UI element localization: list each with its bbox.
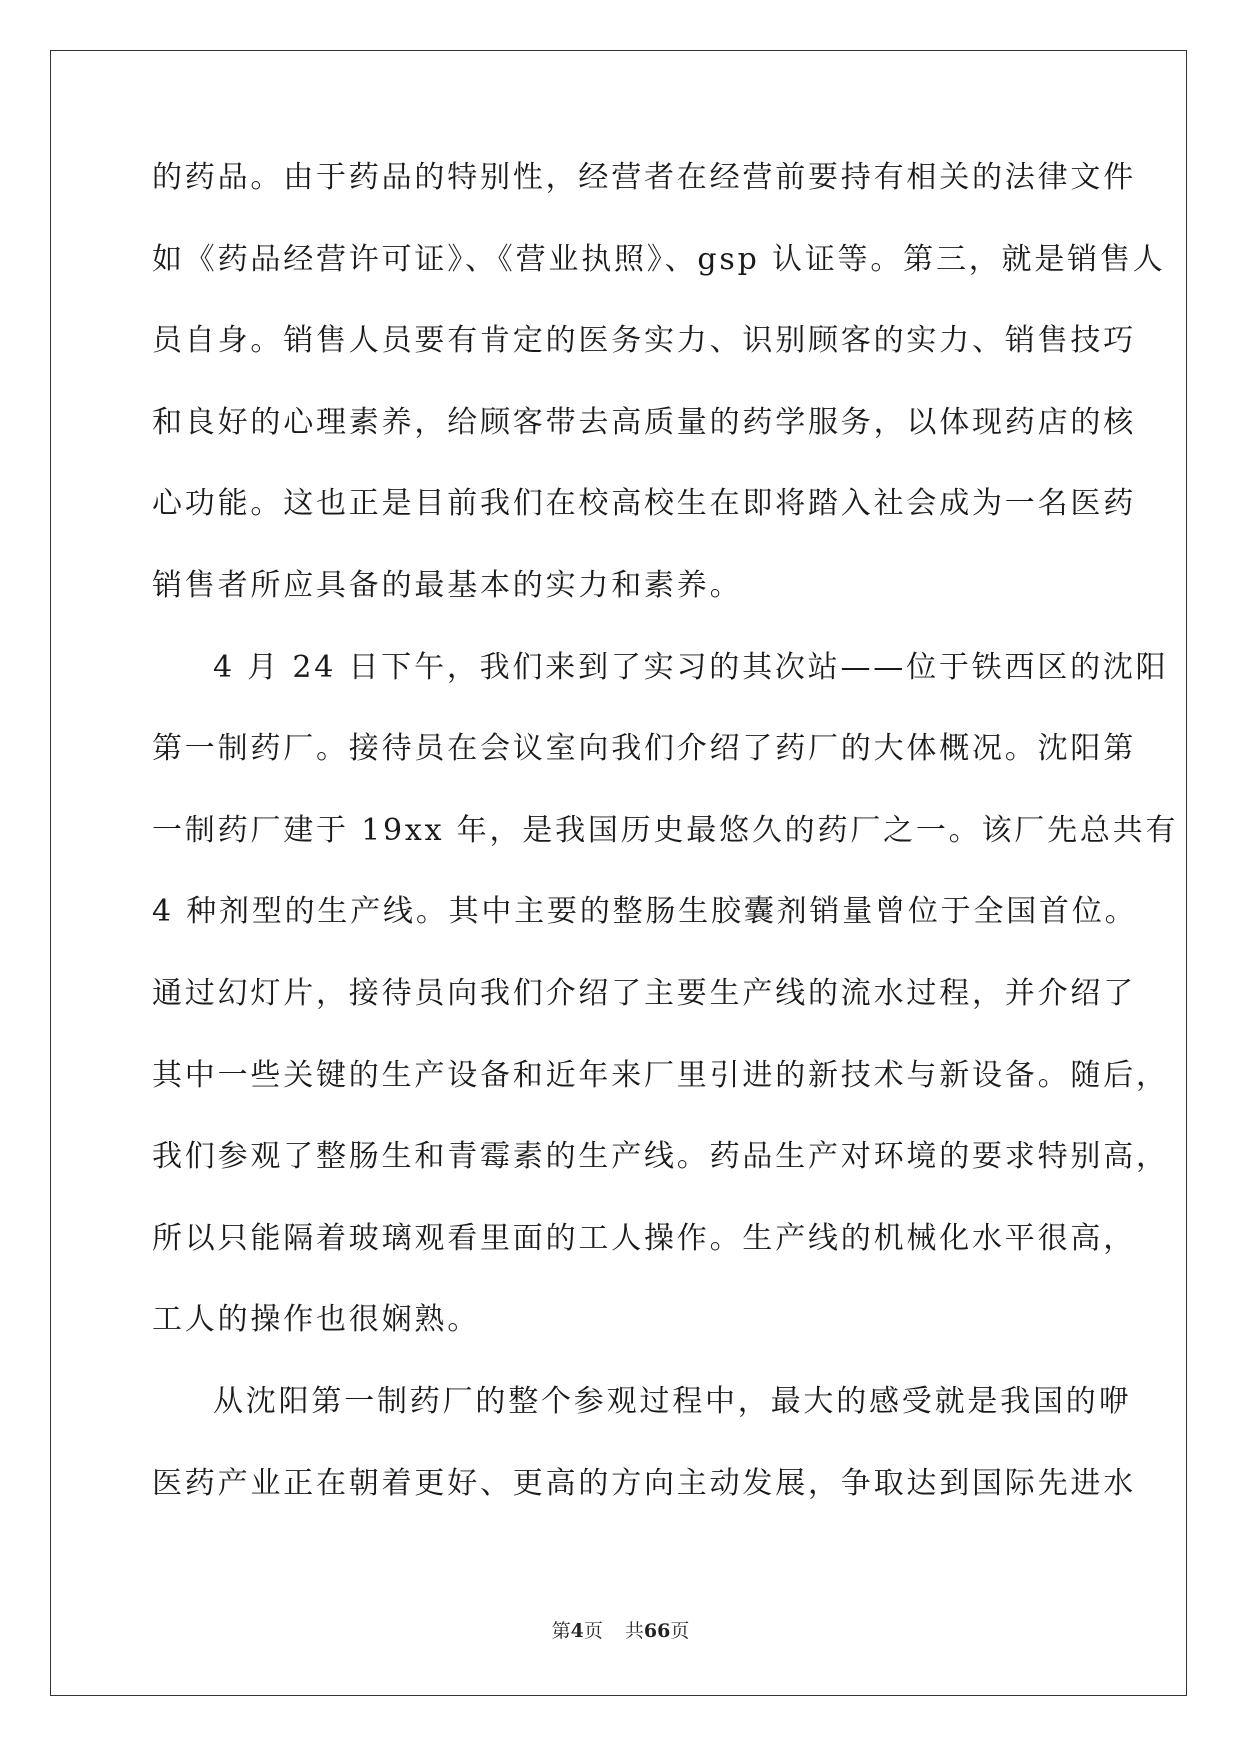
body-line: 第一制药厂。接待员在会议室向我们介绍了药厂的大体概况。沈阳第 [152,731,1136,767]
body-line: 所以只能隔着玻璃观看里面的工人操作。生产线的机械化水平很高， [152,1220,1136,1256]
paragraph-first-line: 从沈阳第一制药厂的整个参观过程中，最大的感受就是我国的咿 [213,1383,1132,1419]
page-suffix: 页 [583,1620,603,1642]
body-line: 员自身。销售人员要有肯定的医务实力、识别顾客的实力、销售技巧 [152,323,1136,359]
body-line: 通过幻灯片，接待员向我们介绍了主要生产线的流水过程，并介绍了 [152,975,1136,1011]
page-total-number: 66 [643,1620,671,1642]
total-prefix: 共 [624,1620,644,1642]
body-line: 和良好的心理素养，给顾客带去高质量的药学服务，以体现药店的核 [152,404,1136,440]
body-line: 一制药厂建于 19xx 年，是我国历史最悠久的药厂之一。该厂先总共有 [152,812,1179,848]
paragraph-first-line: 4 月 24 日下午，我们来到了实习的其次站——位于铁西区的沈阳 [213,649,1169,685]
page-current-number: 4 [570,1620,584,1642]
body-line: 的药品。由于药品的特别性，经营者在经营前要持有相关的法律文件 [152,160,1136,195]
page-prefix: 第 [551,1620,571,1642]
body-line: 销售者所应具备的最基本的实力和素养。 [152,567,743,603]
body-line: 工人的操作也很娴熟。 [152,1302,480,1338]
page-footer [0,1616,1241,1643]
body-line: 其中一些关键的生产设备和近年来厂里引进的新技术与新设备。随后， [152,1057,1169,1093]
document-body [152,158,1179,1545]
body-line: 4 种剂型的生产线。其中主要的整肠生胶囊剂销量曾位于全国首位。 [152,894,1138,930]
body-line: 心功能。这也正是目前我们在校高校生在即将踏入社会成为一名医药 [152,486,1136,522]
body-line: 如《药品经营许可证》、《营业执照》、gsp 认证等。第三，就是销售人 [152,241,1166,277]
body-line: 我们参观了整肠生和青霉素的生产线。药品生产对环境的要求特别高， [152,1139,1169,1175]
total-suffix: 页 [670,1620,690,1642]
body-line: 医药产业正在朝着更好、更高的方向主动发展，争取达到国际先进水 [152,1465,1136,1501]
